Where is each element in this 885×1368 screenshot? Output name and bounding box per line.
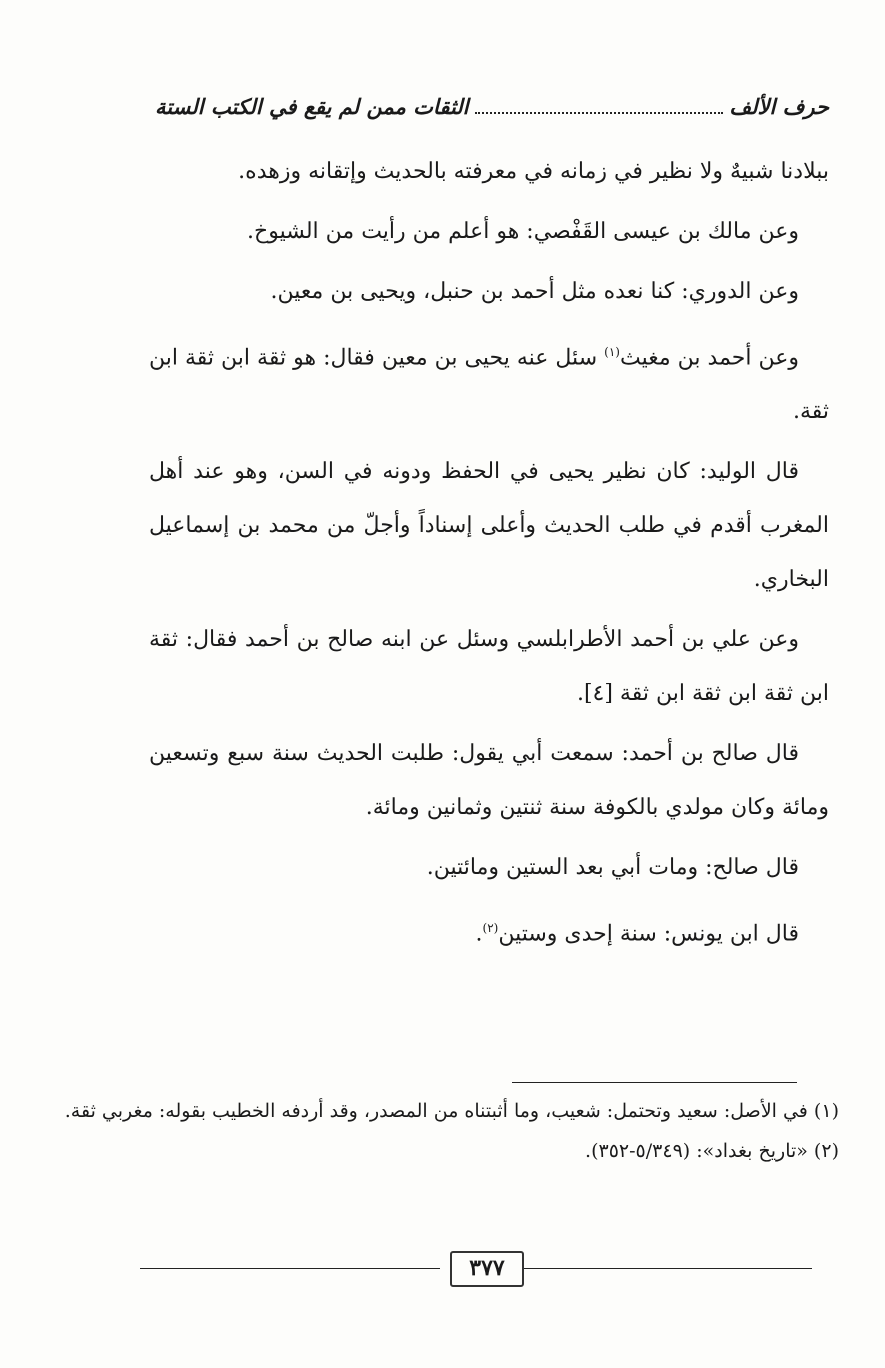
footnotes bbox=[39, 1096, 839, 1176]
footnote-ref-2: (٢) bbox=[482, 921, 499, 936]
main-text bbox=[149, 145, 829, 968]
paragraph-9-end: . bbox=[475, 921, 483, 947]
page-number: ٣٧٧ bbox=[450, 1251, 524, 1287]
page-number-bar bbox=[140, 1257, 812, 1281]
running-header bbox=[155, 94, 829, 119]
paragraph-4-start: وعن أحمد بن مغيث bbox=[619, 345, 800, 371]
paragraph-4 bbox=[149, 325, 829, 439]
paragraph-5: قال الوليد: كان نظير يحيى في الحفظ ودونه في السن، وهو عند أهل المغرب أقدم في طلب الحديث وأعلى إسناداً وأجلّ من محمد بن إسماعيل البخاري. bbox=[149, 459, 829, 593]
page-rule-left bbox=[140, 1268, 440, 1269]
paragraph-9-text: قال ابن يونس: سنة إحدى وستين bbox=[498, 921, 799, 947]
paragraph-9 bbox=[149, 901, 829, 961]
page-rule-right bbox=[522, 1268, 812, 1269]
footnote-separator bbox=[512, 1082, 797, 1083]
paragraph-1: ببلادنا شبيهٌ ولا نظير في زمانه في معرفته بالحديث وإتقانه وزهده. bbox=[238, 159, 829, 184]
header-chapter: حرف الألف bbox=[729, 94, 829, 119]
paragraph-8: قال صالح: ومات أبي بعد الستين ومائتين. bbox=[426, 855, 799, 881]
footnote-2: (٢) «تاريخ بغداد»: (٥/٣٤٩-٣٥٢). bbox=[585, 1140, 839, 1162]
footnote-ref-1: (١) bbox=[604, 345, 620, 359]
footnote-1: (١) في الأصل: سعيد وتحتمل: شعيب، وما أثبتناه من المصدر، وقد أردفه الخطيب بقوله: مغربي ثقة. bbox=[64, 1100, 839, 1122]
paragraph-6: وعن علي بن أحمد الأطرابلسي وسئل عن ابنه صالح بن أحمد فقال: ثقة ابن ثقة ابن ثقة ابن ثقة [٤]. bbox=[149, 627, 829, 707]
paragraph-4-rest: سئل عنه يحيى بن معين فقال: هو ثقة ابن ثقة ابن ثقة. bbox=[149, 345, 829, 425]
paragraph-2: وعن مالك بن عيسى القَفْصي: هو أعلم من رأيت من الشيوخ. bbox=[247, 219, 799, 244]
header-book-title: الثقات ممن لم يقع في الكتب الستة bbox=[155, 94, 469, 119]
paragraph-7: قال صالح بن أحمد: سمعت أبي يقول: طلبت الحديث سنة سبع وتسعين ومائة وكان مولدي بالكوفة سنة ثنتين وثمانين ومائة. bbox=[149, 741, 829, 821]
header-dots bbox=[475, 100, 724, 114]
paragraph-3: وعن الدوري: كنا نعده مثل أحمد بن حنبل، ويحيى بن معين. bbox=[270, 279, 799, 304]
